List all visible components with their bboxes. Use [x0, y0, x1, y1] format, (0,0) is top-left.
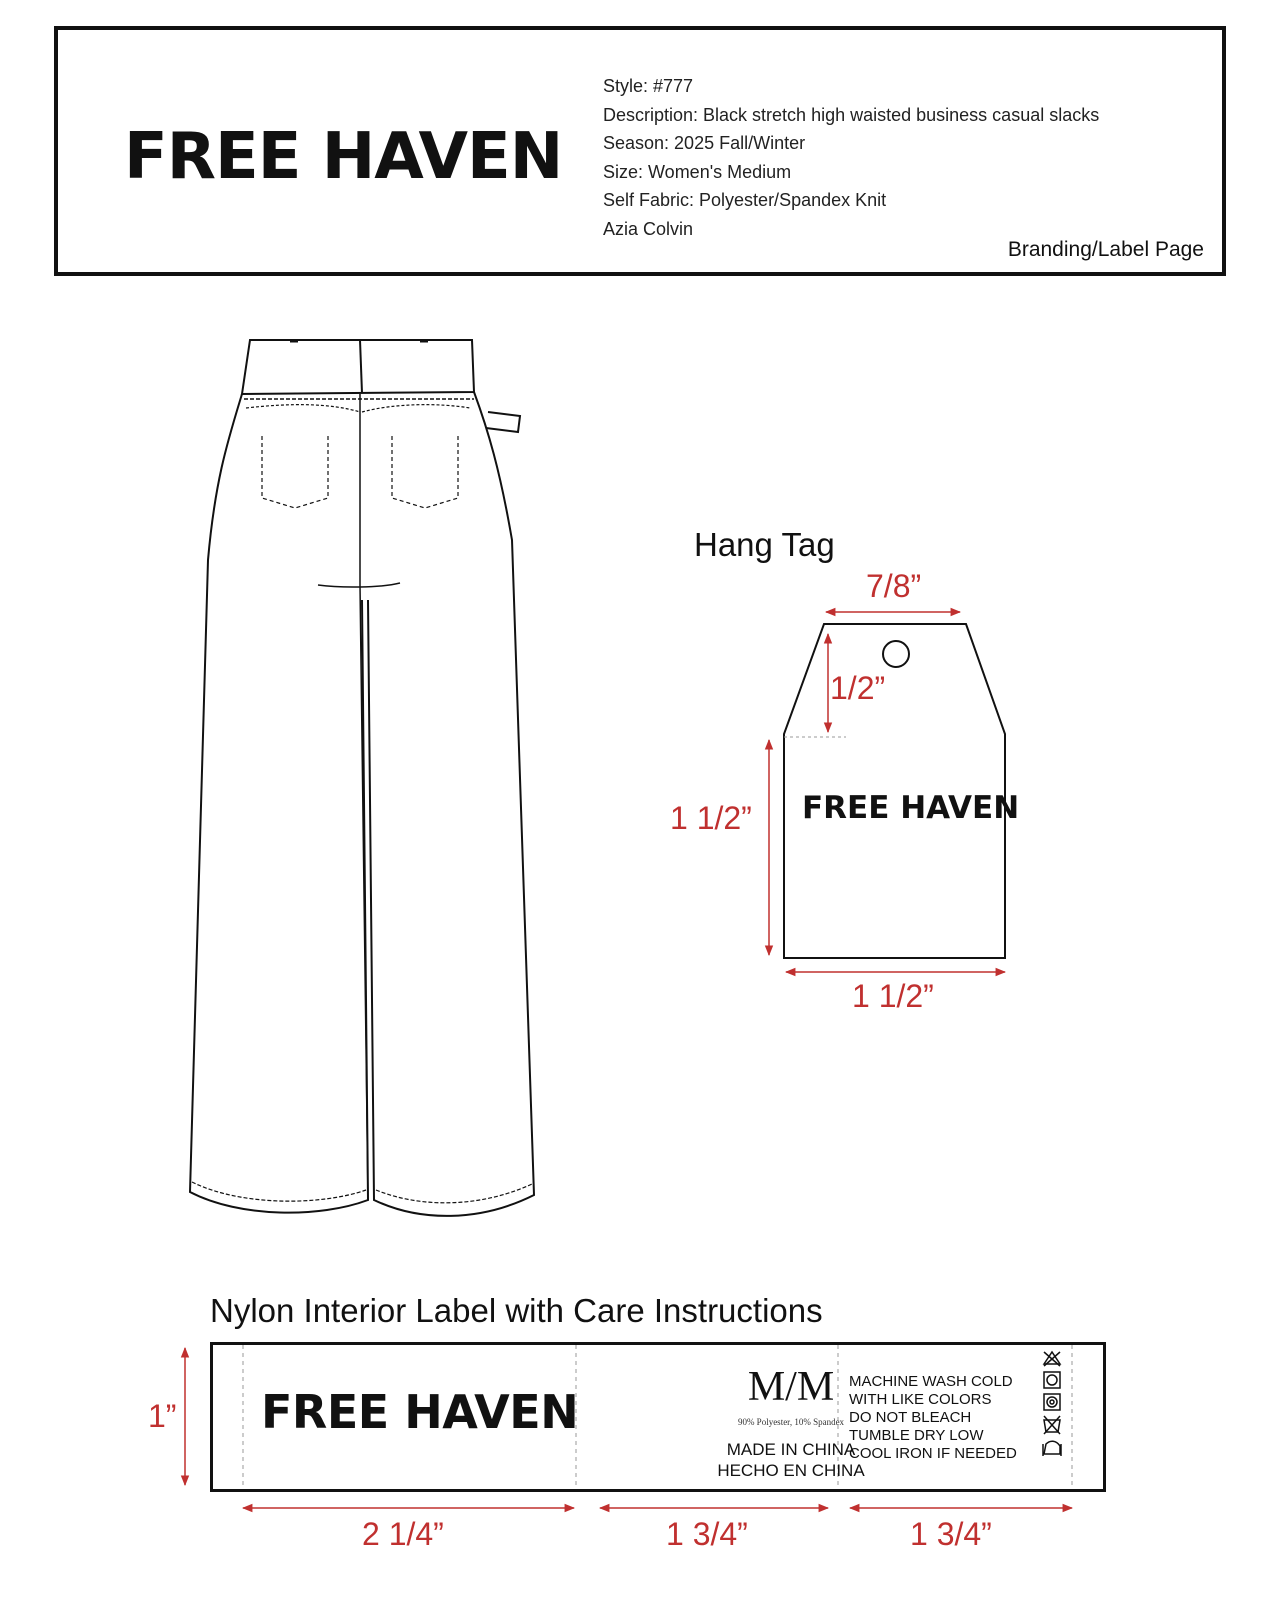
seat-curve — [318, 583, 400, 587]
belt-tab — [486, 412, 520, 432]
dim-hole-offset: 1/2” — [830, 670, 886, 706]
origin-spanish: HECHO EN CHINA — [717, 1461, 865, 1480]
fabric-note: 90% Polyester, 10% Spandex — [737, 1417, 845, 1427]
yoke-left — [246, 405, 360, 412]
left-leg-outline — [190, 394, 368, 1213]
dim-label-height: 1” — [148, 1398, 177, 1434]
hem-stitch-right — [376, 1184, 532, 1203]
interior-label — [210, 1342, 1106, 1492]
hang-tag-title: Hang Tag — [694, 526, 835, 563]
pants-back-view — [190, 340, 534, 1216]
size-mark: M/M — [747, 1364, 835, 1410]
back-pocket-right — [392, 436, 458, 508]
dim-care-panel: 1 3/4” — [910, 1516, 992, 1552]
origin-english: MADE IN CHINA — [726, 1440, 856, 1459]
size: Size: Women's Medium — [603, 161, 792, 182]
page-label: Branding/Label Page — [1007, 238, 1204, 261]
designer: Azia Colvin — [603, 218, 694, 239]
care-line: TUMBLE DRY LOW — [849, 1427, 984, 1444]
back-pocket-left — [262, 436, 328, 508]
brand-title: FREE HAVEN — [124, 120, 563, 194]
description: Description: Black stretch high waisted business casual slacks — [603, 104, 1100, 125]
dim-middle-panel: 1 3/4” — [666, 1516, 748, 1552]
waistband — [242, 340, 474, 394]
yoke-right — [362, 405, 470, 412]
care-instructions — [849, 1373, 1017, 1463]
dim-body-width: 1 1/2” — [852, 978, 934, 1014]
style-number: Style: #777 — [603, 76, 694, 96]
hang-tag-brand: FREE HAVEN — [802, 790, 1020, 826]
hem-stitch-left — [192, 1182, 366, 1201]
care-line: COOL IRON IF NEEDED — [849, 1445, 1017, 1462]
dim-brand-panel: 2 1/4” — [362, 1516, 444, 1552]
interior-label-title: Nylon Interior Label with Care Instructions — [210, 1292, 823, 1329]
care-line: WITH LIKE COLORS — [849, 1391, 992, 1408]
dim-body-height: 1 1/2” — [670, 800, 752, 836]
dim-top-width: 7/8” — [866, 568, 922, 604]
care-line: MACHINE WASH COLD — [849, 1373, 1013, 1390]
care-line: DO NOT BLEACH — [849, 1409, 972, 1426]
right-leg-outline — [368, 392, 534, 1216]
fabric: Self Fabric: Polyester/Spandex Knit — [603, 190, 887, 210]
interior-label-brand: FREE HAVEN — [261, 1385, 579, 1439]
season: Season: 2025 Fall/Winter — [603, 133, 806, 153]
